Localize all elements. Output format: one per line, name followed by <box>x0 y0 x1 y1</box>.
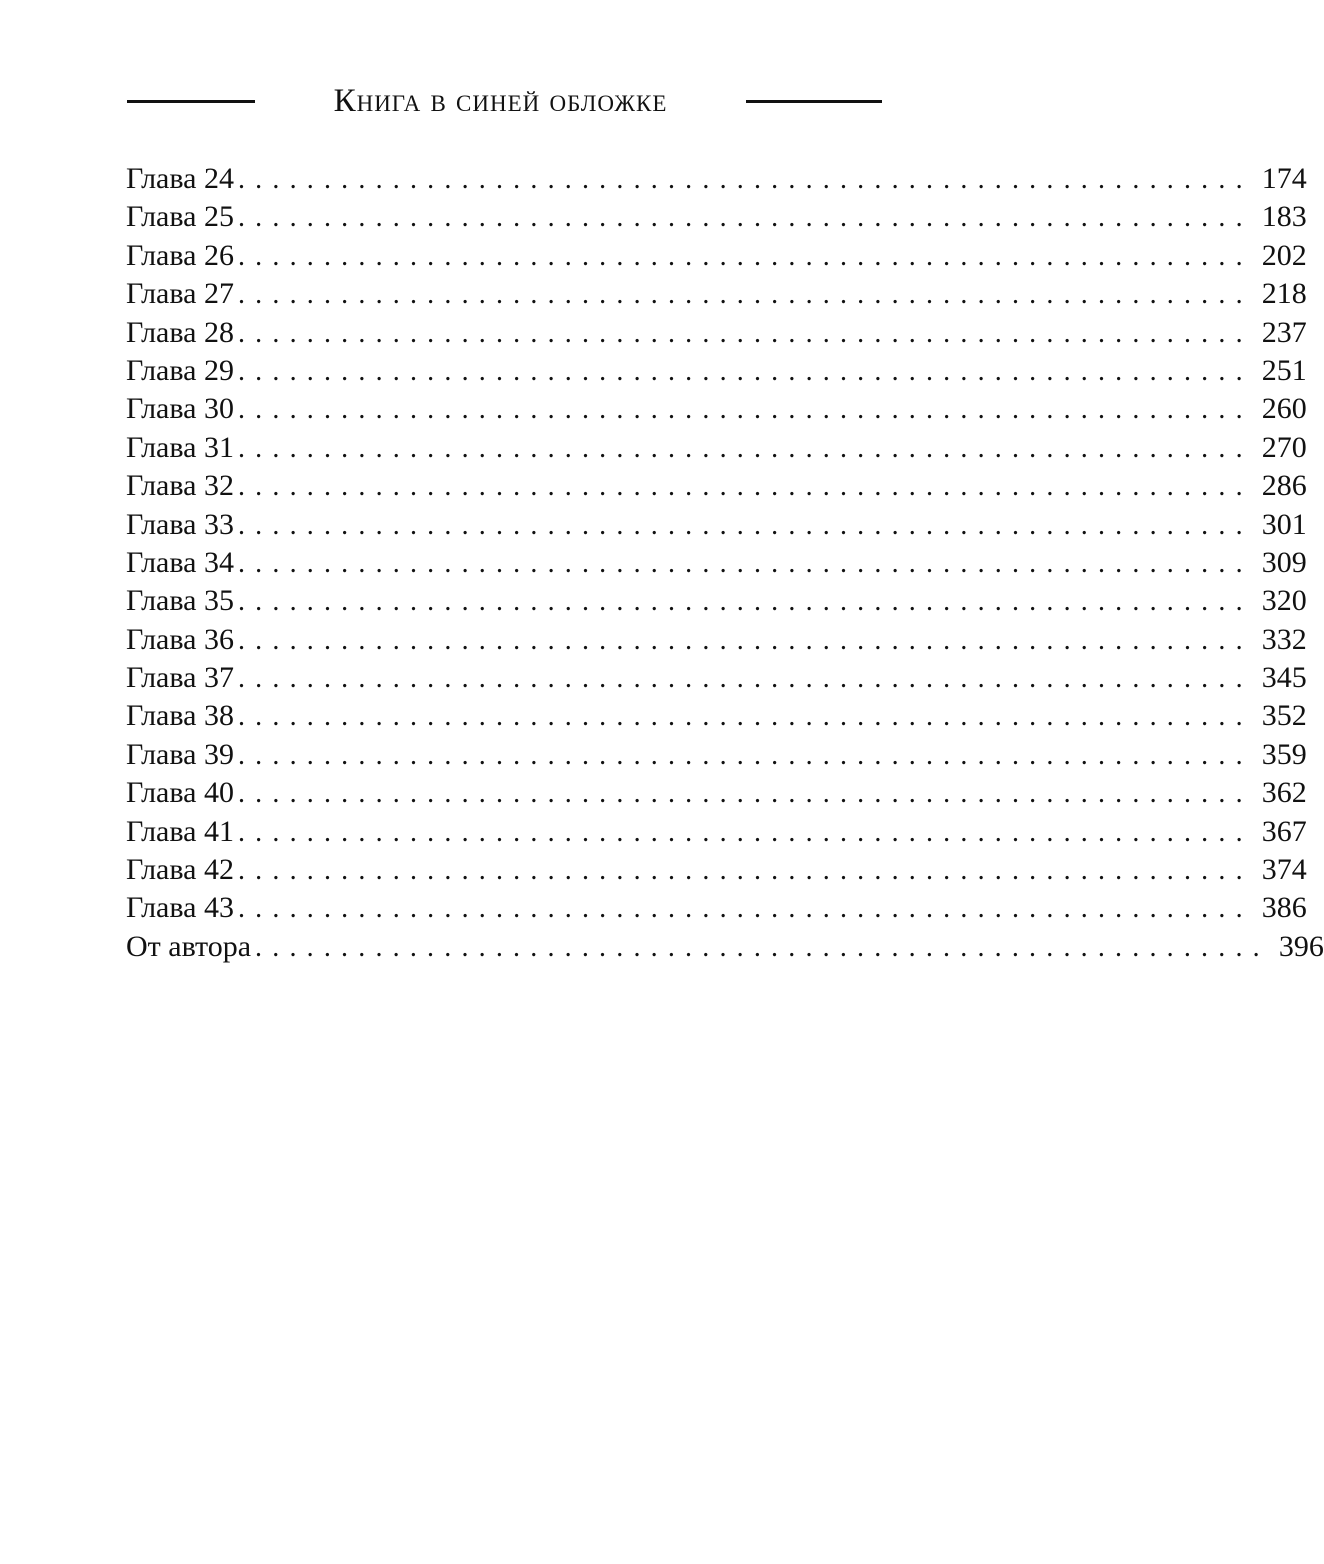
toc-entry-label: Глава 42 <box>126 853 234 887</box>
toc-dot-leader: ........................................................... <box>237 778 1253 810</box>
toc-entry <box>126 582 1307 620</box>
toc-page-number: 320 <box>1261 584 1307 618</box>
toc-entry <box>126 813 1307 851</box>
toc-page-number: 237 <box>1261 315 1307 349</box>
toc-dot-leader: ........................................................... <box>237 547 1253 579</box>
toc-entry <box>126 506 1307 544</box>
toc-entry <box>126 198 1307 236</box>
toc-entry <box>126 736 1307 774</box>
toc-entry-label: Глава 37 <box>126 661 234 695</box>
toc-page-number: 251 <box>1261 353 1307 387</box>
toc-dot-leader: ........................................................... <box>237 586 1253 618</box>
toc-dot-leader: ........................................................... <box>237 317 1253 349</box>
toc-page-number: 367 <box>1261 814 1307 848</box>
toc-page-number: 362 <box>1261 776 1307 810</box>
toc-page-number: 352 <box>1261 699 1307 733</box>
toc-dot-leader: ........................................................... <box>237 701 1253 733</box>
running-head-title: Книга в синей обложке <box>333 82 668 119</box>
toc-page-number: 345 <box>1261 661 1307 695</box>
toc-dot-leader: ........................................................... <box>237 663 1253 695</box>
toc-page-number: 359 <box>1261 737 1307 771</box>
table-of-contents <box>126 160 1324 966</box>
toc-dot-leader: ........................................................... <box>237 394 1253 426</box>
toc-entry <box>126 275 1307 313</box>
toc-entry-label: Глава 30 <box>126 392 234 426</box>
toc-entry <box>126 390 1307 428</box>
running-head <box>127 78 882 124</box>
toc-page-number: 218 <box>1261 277 1307 311</box>
toc-entry <box>126 314 1307 352</box>
toc-dot-leader: ........................................................... <box>237 471 1253 503</box>
toc-page-number: 301 <box>1261 507 1307 541</box>
toc-entry <box>126 467 1307 505</box>
toc-entry-label: Глава 41 <box>126 814 234 848</box>
toc-page-number: 260 <box>1261 392 1307 426</box>
toc-page-number: 202 <box>1261 238 1307 272</box>
toc-entry <box>126 774 1307 812</box>
toc-page-number: 374 <box>1261 853 1307 887</box>
toc-dot-leader: ........................................................... <box>237 624 1253 656</box>
toc-entry <box>126 160 1307 198</box>
toc-page-number: 332 <box>1261 622 1307 656</box>
toc-page-number: 309 <box>1261 545 1307 579</box>
toc-entry-label: Глава 40 <box>126 776 234 810</box>
toc-entry <box>126 889 1307 927</box>
toc-page-number: 183 <box>1261 200 1307 234</box>
toc-dot-leader: ........................................................... <box>237 432 1253 464</box>
toc-entry-label: Глава 32 <box>126 469 234 503</box>
running-head-right-rule <box>746 100 882 103</box>
toc-entry-label: Глава 33 <box>126 507 234 541</box>
toc-entry-label: Глава 36 <box>126 622 234 656</box>
toc-dot-leader: ........................................................... <box>237 164 1253 195</box>
toc-dot-leader: ........................................................... <box>237 893 1253 925</box>
toc-entry <box>126 352 1307 390</box>
toc-dot-leader: ........................................................... <box>237 855 1253 887</box>
running-head-left-rule <box>127 100 255 103</box>
toc-dot-leader: ........................................................... <box>237 509 1253 541</box>
toc-page-number: 396 <box>1278 929 1324 963</box>
toc-entry <box>126 697 1307 735</box>
toc-dot-leader: ........................................................... <box>237 202 1253 234</box>
toc-dot-leader: ........................................................... <box>237 279 1253 311</box>
toc-entry-label: Глава 24 <box>126 162 234 195</box>
toc-entry-label: Глава 25 <box>126 200 234 234</box>
toc-entry <box>126 851 1307 889</box>
toc-entry <box>126 544 1307 582</box>
toc-dot-leader: ........................................................... <box>237 816 1253 848</box>
toc-page-number: 270 <box>1261 430 1307 464</box>
toc-page-number: 286 <box>1261 469 1307 503</box>
toc-entry-label: Глава 29 <box>126 353 234 387</box>
toc-entry-label: Глава 27 <box>126 277 234 311</box>
toc-entry <box>126 659 1307 697</box>
toc-entry <box>126 928 1324 966</box>
toc-entry-label: Глава 38 <box>126 699 234 733</box>
toc-entry <box>126 621 1307 659</box>
toc-entry-label: Глава 26 <box>126 238 234 272</box>
toc-entry <box>126 429 1307 467</box>
toc-entry-label: Глава 34 <box>126 545 234 579</box>
toc-entry-label: Глава 28 <box>126 315 234 349</box>
toc-entry <box>126 237 1307 275</box>
toc-entry-label: От автора <box>126 929 252 963</box>
toc-page-number: 386 <box>1261 891 1307 925</box>
toc-dot-leader: ........................................................... <box>255 931 1270 963</box>
toc-entry-label: Глава 35 <box>126 584 234 618</box>
toc-dot-leader: ........................................................... <box>237 355 1253 387</box>
toc-entry-label: Глава 31 <box>126 430 234 464</box>
toc-page-number: 174 <box>1261 162 1307 195</box>
toc-entry-label: Глава 39 <box>126 737 234 771</box>
toc-dot-leader: ........................................................... <box>237 240 1253 272</box>
toc-entry-label: Глава 43 <box>126 891 234 925</box>
toc-dot-leader: ........................................................... <box>237 739 1253 771</box>
